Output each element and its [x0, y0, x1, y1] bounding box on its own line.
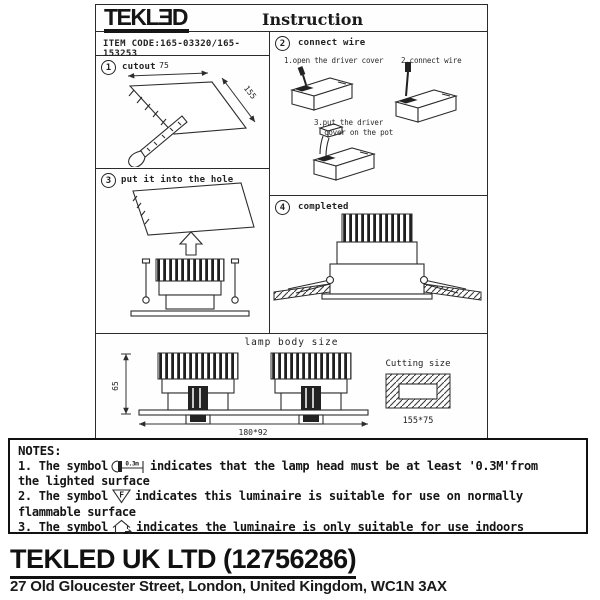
driver-box-1 [292, 67, 352, 110]
note-2-pre: 2. The symbol [18, 489, 109, 504]
ceiling-panel [133, 183, 254, 235]
height-dim: 65 [111, 381, 120, 391]
step-2-badge: 2 [275, 36, 290, 51]
driver-box-2 [396, 62, 456, 122]
cutout-depth-dim: 155 [241, 83, 258, 101]
lamp-body [159, 281, 221, 295]
distance-label: 0.3m [125, 460, 139, 468]
panel-step-1 [96, 56, 270, 169]
note-2-mid: indicates this luminaire is suitable for use on normally [135, 489, 523, 504]
base-plate [139, 410, 368, 415]
cutting-size-title: Cutting size [385, 359, 451, 369]
note-line-1 [18, 458, 578, 473]
company-address: 27 Old Gloucester Street, London, United Kingdom, WC1N 3AX [10, 578, 447, 595]
step-2-title: connect wire [298, 38, 366, 48]
step-4-title: completed [298, 202, 349, 212]
dimensions-illustration [96, 334, 487, 438]
cutting-size-drawing [386, 374, 450, 408]
instruction-sheet [95, 4, 488, 439]
brand-logo: TEKLƎD [104, 5, 189, 33]
cutout-hole [130, 82, 246, 134]
completed-illustration [270, 196, 487, 332]
cutout-width-dim: 75 [159, 61, 169, 70]
panel-dimensions [96, 334, 487, 438]
step-4-badge: 4 [275, 200, 290, 215]
step-2-caption-1: 1.open the driver cover [284, 56, 384, 65]
indoor-house-icon [111, 519, 133, 535]
lamp-trim [330, 264, 424, 294]
step-2-caption-3b: cover on the pot [324, 128, 394, 137]
lamp-body [337, 242, 417, 264]
step-3-badge: 3 [101, 173, 116, 188]
up-arrow-icon [180, 232, 202, 255]
lamp-trim [166, 295, 214, 309]
note-line-1-cont: the lighted surface [18, 474, 150, 489]
base-plate [131, 311, 249, 316]
panel-step-2 [270, 32, 487, 196]
base-plate [322, 294, 432, 299]
notes-box [8, 438, 588, 534]
f-triangle-icon [111, 488, 132, 504]
step-1-title: cutout [122, 62, 156, 72]
panel-step-4 [270, 196, 487, 334]
panel-step-3 [96, 169, 270, 334]
note-line-2-cont: flammable surface [18, 504, 136, 519]
note-line-2 [18, 489, 578, 504]
saw-handle [129, 151, 145, 167]
note-3-mid: indicates the luminaire is only suitable for use indoors [136, 520, 524, 535]
cutting-size-dim: 155*75 [402, 416, 434, 426]
sheet-title: Instruction [262, 10, 364, 29]
step-1-badge: 1 [101, 60, 116, 75]
notes-heading: NOTES: [18, 443, 62, 458]
width-dim: 180*92 [238, 428, 268, 437]
lamp-body-size-title: lamp body size [244, 337, 339, 348]
item-code: ITEM CODE:165-03320/165-153253 [96, 32, 270, 56]
distance-0-3m-icon [111, 458, 147, 474]
step-2-caption-3a: 3.put the driver [314, 118, 384, 127]
sheet-header [96, 5, 487, 32]
note-1-mid: indicates that the lamp head must be at least '0.3M'from [150, 458, 538, 473]
step-2-caption-2: 2.connect wire [401, 56, 462, 65]
note-1-pre: 1. The symbol [18, 458, 109, 473]
step-3-title: put it into the hole [121, 175, 234, 185]
cutout-illustration [96, 56, 270, 167]
lamp-heatsink [156, 259, 224, 281]
f-label: F [119, 490, 124, 500]
note-3-pre: 3. The symbol [18, 520, 109, 535]
insert-illustration [96, 169, 270, 332]
note-line-3 [18, 520, 578, 535]
company-name: TEKLED UK LTD (12756286) [10, 544, 356, 579]
lamp-heatsink [342, 214, 412, 242]
